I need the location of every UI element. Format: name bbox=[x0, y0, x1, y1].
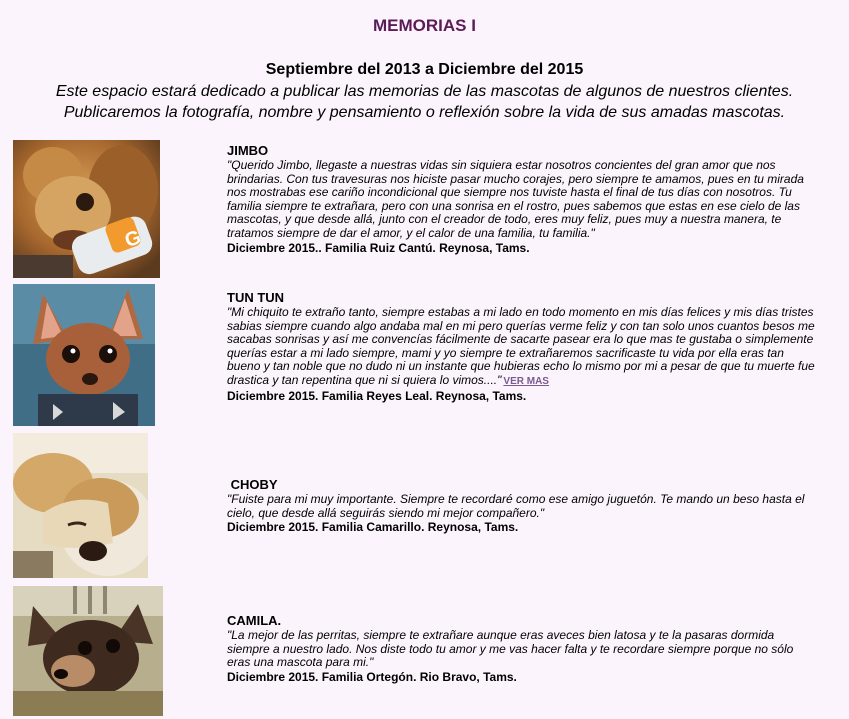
sleeping-dog-photo bbox=[13, 433, 148, 578]
pet-signature: Diciembre 2015. Familia Ortegón. Rio Bravo, Tams. bbox=[227, 669, 517, 684]
pet-name: CHOBY bbox=[227, 477, 278, 492]
svg-text:G: G bbox=[121, 226, 145, 253]
pet-message: "Fuiste para mi muy importante. Siempre te recordaré como ese amigo juguetón. Te mando un beso hasta el cielo, que desde allá seguirás siendo mi mejor compañero." bbox=[227, 492, 805, 520]
golden-retriever-photo bbox=[13, 140, 160, 278]
memorial-entry-camila bbox=[227, 613, 817, 685]
page-title: MEMORIAS I bbox=[373, 16, 476, 35]
chihuahua-photo bbox=[13, 284, 155, 426]
memorial-entry-choby bbox=[227, 477, 817, 535]
ver-mas-link[interactable]: VER MAS bbox=[503, 375, 549, 387]
pet-name: CAMILA. bbox=[227, 613, 282, 628]
intro-text bbox=[0, 81, 849, 123]
intro-line-1: Este espacio estará dedicado a publicar las memorias de las mascotas de algunos de nuestros clientes. bbox=[55, 83, 794, 100]
pet-signature: Diciembre 2015.. Familia Ruiz Cantú. Reynosa, Tams. bbox=[227, 240, 530, 255]
pet-signature: Diciembre 2015. Familia Camarillo. Reynosa, Tams. bbox=[227, 520, 519, 535]
small-dog-photo bbox=[13, 586, 163, 716]
memorial-entry-jimbo bbox=[227, 143, 817, 256]
intro-line-2: Publicaremos la fotografía, nombre y pensamiento o reflexión sobre la vida de sus amadas mascotas. bbox=[63, 104, 786, 121]
period-heading: Septiembre del 2013 a Diciembre del 2015 bbox=[265, 61, 584, 78]
memorial-entry-tun-tun bbox=[227, 290, 817, 404]
pet-message-text: "Mi chiquito te extraño tanto, siempre estabas a mi lado en todo momento en mis días felices y mis días tristes sabias siempre cuando algo andaba mal en mi pero querías verme feliz y con tan solo unos cuantos besos me sacabas sonrisas y así me convencías fácilmente de sacarte pasear era lo que mas te gustaba o simplemente querías estar a mi lado siempre, mami y yo siempre te extrañaremos sacrificaste tu vida por ella eras tan bueno y tan noble que no dudo ni un instante que hubieras echo lo mismo por mi a pesar de que tu muerte fue drastica y tan repentina que ni si quiera lo vimos...." bbox=[227, 305, 815, 387]
pet-name: JIMBO bbox=[227, 143, 269, 158]
pet-message: "La mejor de las perritas, siempre te extrañare aunque eras aveces bien latosa y te la pasaras dormida siempre a nuestro lado. Nos diste todo tu amor y me vas hacer falta y te recordare siempre porque no sólo eras una mascota para mi." bbox=[227, 628, 794, 670]
pet-signature: Diciembre 2015. Familia Reyes Leal. Reynosa, Tams. bbox=[227, 388, 527, 403]
pet-message: "Querido Jimbo, llegaste a nuestras vidas sin siquiera estar nosotros concientes del gran amor que nos brindarias. Con tus travesuras nos hiciste pasar mucho corajes, pero siempre te amamos, pues en tu mirada nos mostrabas ese cariño incondicional que siempre nos tuviste hasta el final de tus días con nosotros. Tu familia siempre te extrañara, pero con una sonrisa en el rostro, pues sabemos que estas en ese cielo de las mascotas, y que desde allá, junto con el creador de todo, eres muy feliz, pues muy a nuestra manera, te tratamos siempre de dar el amor, y el calor de una familia, tu familia." bbox=[227, 158, 804, 240]
pet-message bbox=[227, 306, 817, 389]
pet-name: TUN TUN bbox=[227, 290, 285, 305]
